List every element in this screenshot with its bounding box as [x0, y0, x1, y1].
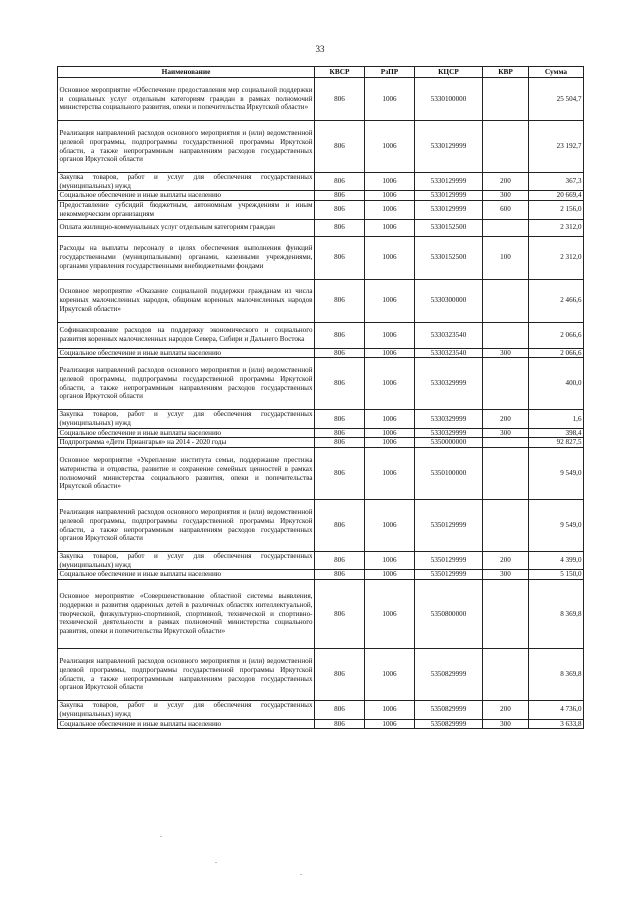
cell-rzpr: 1006	[365, 438, 415, 448]
cell-rzpr: 1006	[365, 121, 415, 173]
table-row	[58, 201, 584, 219]
cell-sum: 2 066,6	[529, 322, 584, 348]
table-row	[58, 78, 584, 121]
cell-name: Расходы на выплаты персоналу в целях обеспечения выполнения функций государственными (муниципальными) органами, казенными учреждениями, органами управления государственными внебюджетными фондами	[58, 236, 315, 279]
cell-kvsr: 806	[315, 322, 365, 348]
cell-name: Реализация направлений расходов основного мероприятия и (или) ведомственной целевой программы, подпрограммы государственной программы Иркутской области, а также непрограммным направлениям расходов государственных органов Иркутской области	[58, 358, 315, 410]
cell-rzpr: 1006	[365, 201, 415, 219]
scan-mark: .	[215, 856, 217, 865]
cell-sum: 4 399,0	[529, 552, 584, 570]
cell-kcsr: 5350100000	[415, 448, 483, 500]
cell-kcsr: 5330329999	[415, 410, 483, 428]
cell-name: Социальное обеспечение и иные выплаты населению	[58, 570, 315, 580]
cell-kvr: 300	[483, 719, 529, 729]
cell-sum: 2 312,0	[529, 219, 584, 236]
cell-name: Закупка товаров, работ и услуг для обеспечения государственных (муниципальных) нужд	[59, 410, 313, 427]
table-row	[58, 219, 584, 236]
cell-kcsr: 5350800000	[415, 580, 483, 649]
table-row	[58, 580, 584, 649]
cell-kvsr: 806	[315, 701, 365, 719]
cell-kvr: 200	[483, 173, 529, 191]
cell-rzpr: 1006	[365, 358, 415, 410]
cell-kvr: 300	[483, 570, 529, 580]
cell-kcsr: 5330129999	[415, 121, 483, 173]
cell-kcsr: 5330100000	[415, 78, 483, 121]
table-row	[58, 428, 584, 438]
cell-sum: 20 669,4	[529, 191, 584, 201]
cell-name: Социальное обеспечение и иные выплаты населению	[58, 191, 315, 201]
table-row	[58, 448, 584, 500]
cell-rzpr: 1006	[365, 322, 415, 348]
header-name: Наименование	[58, 67, 315, 78]
cell-name: Закупка товаров, работ и услуг для обеспечения государственных (муниципальных) нужд	[59, 173, 313, 190]
cell-sum: 2 156,0	[529, 201, 584, 219]
cell-kvr: 300	[483, 348, 529, 358]
header-row	[58, 67, 584, 78]
cell-kvr	[483, 649, 529, 701]
cell-name: Основное мероприятие «Обеспечение предоставления мер социальной поддержки и социальных услуг отдельным категориям граждан в рамках полномочий министерства социального развития, опеки и попечительства Иркутской области»	[58, 78, 315, 121]
cell-sum: 5 150,0	[529, 570, 584, 580]
cell-name: Оплата жилищно-коммунальных услуг отдельным категориям граждан	[58, 219, 315, 236]
cell-kvr	[483, 438, 529, 448]
header-rzpr: РзПР	[365, 67, 415, 78]
table-row	[58, 500, 584, 552]
table-row	[58, 570, 584, 580]
cell-kvsr: 806	[315, 173, 365, 191]
cell-kcsr: 5330129999	[415, 191, 483, 201]
cell-name: Социальное обеспечение и иные выплаты населению	[58, 348, 315, 358]
cell-kvsr: 806	[315, 580, 365, 649]
cell-kcsr: 5330300000	[415, 279, 483, 322]
header-kcsr: КЦСР	[415, 67, 483, 78]
table-row	[58, 121, 584, 173]
cell-sum: 8 369,8	[529, 649, 584, 701]
cell-name: Софинансирование расходов на поддержку экономического и социального развития коренных малочисленных народов Севера, Сибири и Дальнего Востока	[58, 322, 315, 348]
cell-kcsr: 5330129999	[415, 201, 483, 219]
cell-sum: 1,6	[529, 410, 584, 428]
cell-rzpr: 1006	[365, 428, 415, 438]
cell-kcsr: 5330329999	[415, 428, 483, 438]
table-row	[58, 358, 584, 410]
cell-sum: 367,3	[529, 173, 584, 191]
cell-rzpr: 1006	[365, 500, 415, 552]
header-kvsr: КВСР	[315, 67, 365, 78]
cell-name: Основное мероприятие «Совершенствование областной системы выявления, поддержки и развития одаренных детей в различных областях интеллектуальной, творческой, физкультурно-спортивной, спортивной, технической и спортивно-технической деятельности в рамках полномочий министерства социального развития, опеки и попечительства Иркутской области»	[58, 580, 315, 649]
cell-rzpr: 1006	[365, 552, 415, 570]
cell-kvsr: 806	[315, 219, 365, 236]
page-number: 33	[315, 44, 325, 54]
cell-kvr: 200	[483, 410, 529, 428]
cell-name: Социальное обеспечение и иные выплаты населению	[58, 428, 315, 438]
cell-kvr	[483, 322, 529, 348]
scan-mark: .	[160, 830, 162, 839]
cell-name: Реализация направлений расходов основного мероприятия и (или) ведомственной целевой программы, подпрограммы государственной программы Иркутской области, а также непрограммным направлениям расходов государственных органов Иркутской области	[58, 649, 315, 701]
table-row	[58, 438, 584, 448]
cell-kvr: 100	[483, 236, 529, 279]
cell-rzpr: 1006	[365, 719, 415, 729]
cell-rzpr: 1006	[365, 191, 415, 201]
cell-sum: 398,4	[529, 428, 584, 438]
cell-name: Реализация направлений расходов основного мероприятия и (или) ведомственной целевой программы, подпрограммы государственной программы Иркутской области, а также непрограммным направлениям расходов государственных органов Иркутской области	[58, 500, 315, 552]
scan-mark: .	[300, 868, 302, 877]
cell-sum: 3 633,8	[529, 719, 584, 729]
cell-kvsr: 806	[315, 191, 365, 201]
header-kvr: КВР	[483, 67, 529, 78]
cell-kcsr: 5330323540	[415, 348, 483, 358]
cell-kvsr: 806	[315, 570, 365, 580]
cell-kcsr: 5330323540	[415, 322, 483, 348]
cell-kvr	[483, 78, 529, 121]
cell-kvr	[483, 448, 529, 500]
cell-kvr	[483, 580, 529, 649]
cell-kcsr: 5350129999	[415, 552, 483, 570]
table-row	[58, 552, 584, 570]
cell-rzpr: 1006	[365, 279, 415, 322]
cell-kcsr: 5350829999	[415, 719, 483, 729]
cell-kcsr: 5350000000	[415, 438, 483, 448]
cell-name: Реализация направлений расходов основного мероприятия и (или) ведомственной целевой программы, подпрограммы государственной программы Иркутской области, а также непрограммным направлениям расходов государственных органов Иркутской области	[58, 121, 315, 173]
table-row	[58, 348, 584, 358]
cell-kcsr: 5350129999	[415, 500, 483, 552]
cell-kvsr: 806	[315, 649, 365, 701]
cell-kvr	[483, 500, 529, 552]
cell-sum: 92 827,5	[529, 438, 584, 448]
cell-kvsr: 806	[315, 358, 365, 410]
cell-kvr	[483, 358, 529, 410]
cell-name: Основное мероприятие «Укрепление института семьи, поддержание престижа материнства и отцовства, развитие и сохранение семейных ценностей в рамках полномочий министерства социального развития, опеки и попечительства Иркутской области»	[58, 448, 315, 500]
cell-kcsr: 5330152500	[415, 236, 483, 279]
cell-kvsr: 806	[315, 428, 365, 438]
cell-sum: 23 192,7	[529, 121, 584, 173]
cell-kvsr: 806	[315, 552, 365, 570]
cell-kvsr: 806	[315, 448, 365, 500]
cell-kvsr: 806	[315, 719, 365, 729]
cell-name: Предоставление субсидий бюджетным, автономным учреждениям и иным некоммерческим организациям	[59, 201, 313, 218]
cell-rzpr: 1006	[365, 649, 415, 701]
cell-sum: 2 312,0	[529, 236, 584, 279]
cell-rzpr: 1006	[365, 701, 415, 719]
cell-kvr	[483, 121, 529, 173]
table-row	[58, 236, 584, 279]
cell-sum: 9 549,0	[529, 448, 584, 500]
table-row	[58, 649, 584, 701]
cell-kcsr: 5350829999	[415, 701, 483, 719]
cell-kcsr: 5330329999	[415, 358, 483, 410]
cell-sum: 4 736,0	[529, 701, 584, 719]
cell-rzpr: 1006	[365, 348, 415, 358]
cell-kvr: 300	[483, 191, 529, 201]
cell-rzpr: 1006	[365, 410, 415, 428]
table-row	[58, 719, 584, 729]
cell-sum: 400,0	[529, 358, 584, 410]
cell-rzpr: 1006	[365, 78, 415, 121]
cell-sum: 9 549,0	[529, 500, 584, 552]
table-row	[58, 410, 584, 428]
cell-kvsr: 806	[315, 78, 365, 121]
cell-kvr	[483, 279, 529, 322]
cell-kvr: 600	[483, 201, 529, 219]
cell-kvr: 300	[483, 428, 529, 438]
cell-kcsr: 5350129999	[415, 570, 483, 580]
cell-kvsr: 806	[315, 410, 365, 428]
cell-rzpr: 1006	[365, 448, 415, 500]
cell-kvsr: 806	[315, 201, 365, 219]
cell-kvsr: 806	[315, 500, 365, 552]
header-sum: Сумма	[529, 67, 584, 78]
cell-sum: 2 066,6	[529, 348, 584, 358]
cell-sum: 25 504,7	[529, 78, 584, 121]
table-row	[58, 322, 584, 348]
cell-name: Подпрограмма «Дети Приангарья» на 2014 - 2020 годы	[58, 438, 315, 448]
cell-rzpr: 1006	[365, 236, 415, 279]
table-row	[58, 279, 584, 322]
cell-sum: 2 466,6	[529, 279, 584, 322]
cell-kvr: 200	[483, 552, 529, 570]
cell-name: Социальное обеспечение и иные выплаты населению	[58, 719, 315, 729]
cell-kcsr: 5330129999	[415, 173, 483, 191]
cell-kvr	[483, 219, 529, 236]
cell-kvsr: 806	[315, 121, 365, 173]
cell-kvsr: 806	[315, 279, 365, 322]
cell-name: Основное мероприятие «Оказание социальной поддержки гражданам из числа коренных малочисленных народов, общинам коренных малочисленных народов Иркутской области»	[58, 279, 315, 322]
table-row	[58, 701, 584, 719]
cell-name: Закупка товаров, работ и услуг для обеспечения государственных (муниципальных) нужд	[59, 552, 313, 569]
table-row	[58, 191, 584, 201]
cell-kvsr: 806	[315, 236, 365, 279]
cell-rzpr: 1006	[365, 219, 415, 236]
cell-kvsr: 806	[315, 348, 365, 358]
table-row	[58, 173, 584, 191]
cell-name: Закупка товаров, работ и услуг для обеспечения государственных (муниципальных) нужд	[59, 701, 313, 718]
cell-kvr: 200	[483, 701, 529, 719]
cell-kvsr: 806	[315, 438, 365, 448]
cell-rzpr: 1006	[365, 570, 415, 580]
cell-rzpr: 1006	[365, 580, 415, 649]
budget-table	[57, 66, 584, 729]
cell-sum: 8 369,8	[529, 580, 584, 649]
cell-rzpr: 1006	[365, 173, 415, 191]
cell-kcsr: 5350829999	[415, 649, 483, 701]
cell-kcsr: 5330152500	[415, 219, 483, 236]
